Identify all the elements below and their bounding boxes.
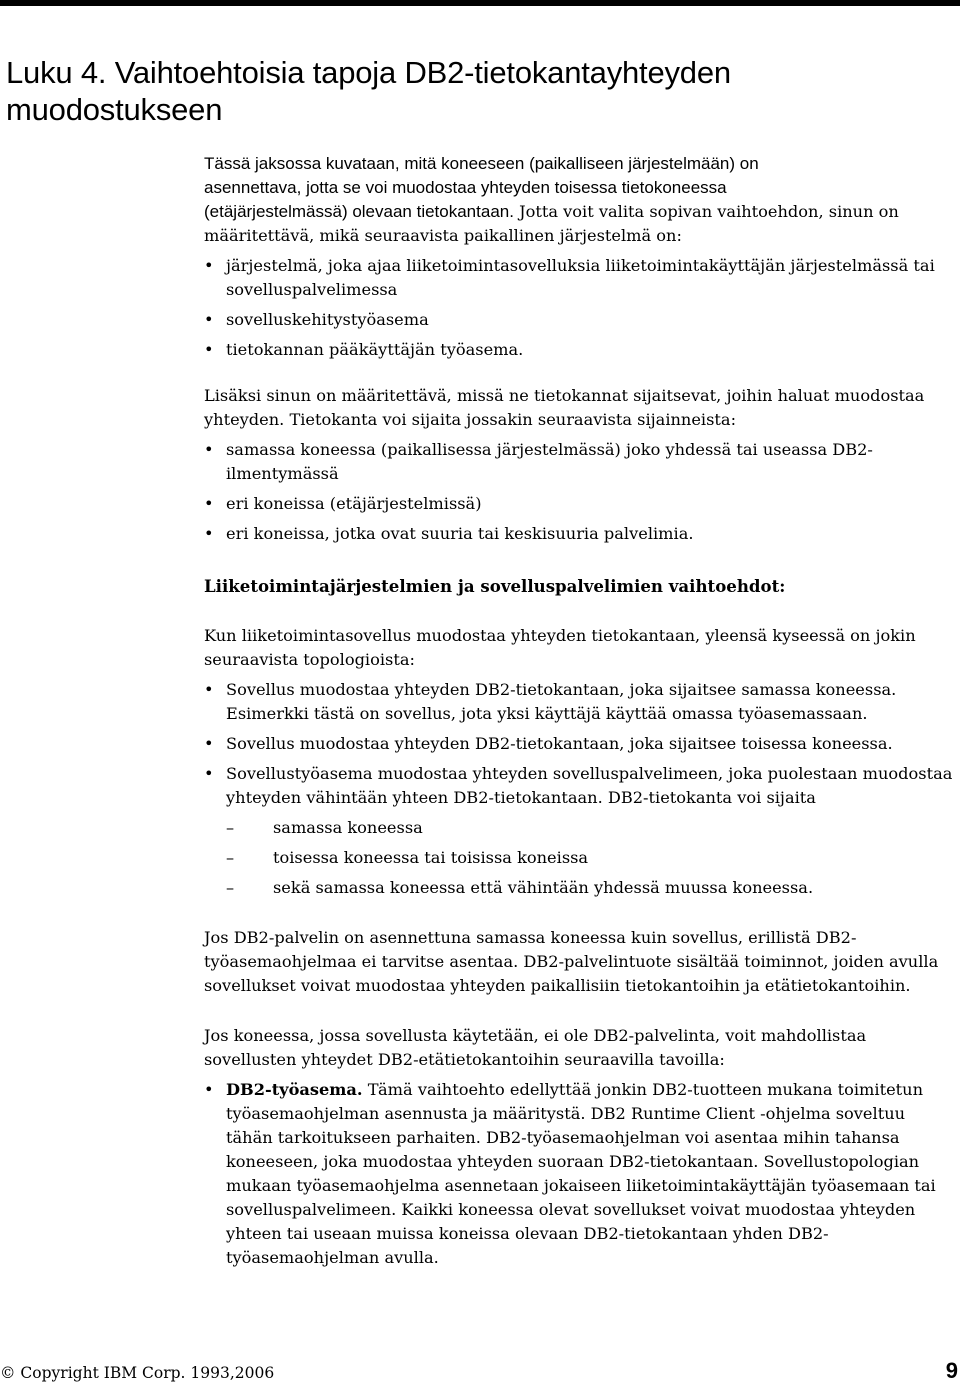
list-item: • samassa koneessa (paikallisessa järjestelmässä) joko yhdessä tai useassa DB2-ilmentymässä xyxy=(204,438,954,486)
copyright-notice: © Copyright IBM Corp. 1993,2006 xyxy=(0,1364,275,1382)
workstation-text: Tämä vaihtoehto edellyttää jonkin DB2-tuotteen mukana toimitetun työasemaohjelman asennusta ja määritystä. DB2 Runtime Client -ohjelma soveltuu tähän tarkoitukseen parhaiten. DB2-työasemaohjelman voi asentaa mihin tahansa koneeseen, joka muodostaa yhteyden suoraan DB2-tietokantaan. Sovellustopologian mukaan työasemaohjelma asennetaan jokaiseen liiketoimintakäyttäjän työasemaan tai sovelluspalvelimeen. Kaikki koneessa olevat sovellukset voivat muodostaa yhteyden yhteen tai useaan muissa koneissa olevaan DB2-tietokantaan yhden DB2-työasemaohjelman avulla. xyxy=(226,1080,936,1267)
list-item: • Sovellustyöasema muodostaa yhteyden sovelluspalvelimeen, joka puolestaan muodostaa yhteyden vähintään yhteen DB2-tietokantaan. DB2-tietokanta voi sijaita xyxy=(204,762,954,810)
topologies-paragraph: Kun liiketoimintasovellus muodostaa yhteyden tietokantaan, yleensä kyseessä on jokin seuraavista topologioista: xyxy=(204,626,916,669)
list-item: – samassa koneessa xyxy=(226,816,954,840)
list-item: • järjestelmä, joka ajaa liiketoimintasovelluksia liiketoimintakäyttäjän järjestelmässä tai sovelluspalvelimessa xyxy=(204,254,954,302)
intro-line-3: (etäjärjestelmässä) olevaan tietokantaan. xyxy=(204,202,514,221)
list-item: • Sovellus muodostaa yhteyden DB2-tietokantaan, joka sijaitsee samassa koneessa. Esimerkki tästä on sovellus, jota yksi käyttäjä käyttää omassa työasemassaan. xyxy=(204,678,954,726)
location-list xyxy=(204,438,954,546)
list-item: • tietokannan pääkäyttäjän työasema. xyxy=(204,338,954,362)
page-number: 9 xyxy=(945,1358,958,1383)
list-item: • eri koneissa, jotka ovat suuria tai keskisuuria palvelimia. xyxy=(204,522,954,546)
page-footer xyxy=(0,1358,960,1388)
page-body xyxy=(204,152,954,1270)
system-type-list xyxy=(204,254,954,362)
intro-line-2: asennettava, jotta se voi muodostaa yhteyden toisessa tietokoneessa xyxy=(204,178,727,197)
topology-list xyxy=(204,678,954,810)
chapter-title-line2: muodostukseen xyxy=(6,92,223,127)
location-paragraph: Lisäksi sinun on määritettävä, missä ne tietokannat sijaitsevat, joihin haluat muodostaa yhteyden. Tietokanta voi sijaita jossakin seuraavista sijainneista: xyxy=(204,386,925,429)
intro-paragraph xyxy=(204,152,954,248)
list-item: – toisessa koneessa tai toisissa koneissa xyxy=(226,846,954,870)
list-item: • Sovellus muodostaa yhteyden DB2-tietokantaan, joka sijaitsee toisessa koneessa. xyxy=(204,732,954,756)
list-item: – sekä samassa koneessa että vähintään yhdessä muussa koneessa. xyxy=(226,876,954,900)
chapter-title xyxy=(6,54,946,128)
list-item xyxy=(204,1078,954,1270)
no-server-paragraph: Jos koneessa, jossa sovellusta käytetään, ei ole DB2-palvelinta, voit mahdollistaa sovellusten yhteydet DB2-etätietokantoihin seuraavilla tavoilla: xyxy=(204,1026,867,1069)
database-location-list xyxy=(226,816,954,900)
intro-rest: Jotta voit valita sopivan vaihtoehdon, sinun on määritettävä, mikä seuraavista paikallinen järjestelmä on: xyxy=(204,202,899,245)
server-paragraph: Jos DB2-palvelin on asennettuna samassa koneessa kuin sovellus, erillistä DB2-työasemaohjelmaa ei tarvitse asentaa. DB2-palvelintuote sisältää toiminnot, joiden avulla sovellukset voivat muodostaa yhteyden paikallisiin tietokantoihin ja etätietokantoihin. xyxy=(204,928,939,995)
connection-options-list xyxy=(204,1078,954,1270)
list-item: • sovelluskehitystyöasema xyxy=(204,308,954,332)
section-heading: Liiketoimintajärjestelmien ja sovelluspalvelimien vaihtoehdot: xyxy=(204,576,786,596)
list-item: • eri koneissa (etäjärjestelmissä) xyxy=(204,492,954,516)
workstation-term: DB2-työasema. xyxy=(226,1080,363,1099)
top-rule xyxy=(0,0,960,6)
intro-line-1: Tässä jaksossa kuvataan, mitä koneeseen (paikalliseen järjestelmään) on xyxy=(204,154,759,173)
chapter-title-line1: Luku 4. Vaihtoehtoisia tapoja DB2-tietokantayhteyden xyxy=(6,55,731,90)
